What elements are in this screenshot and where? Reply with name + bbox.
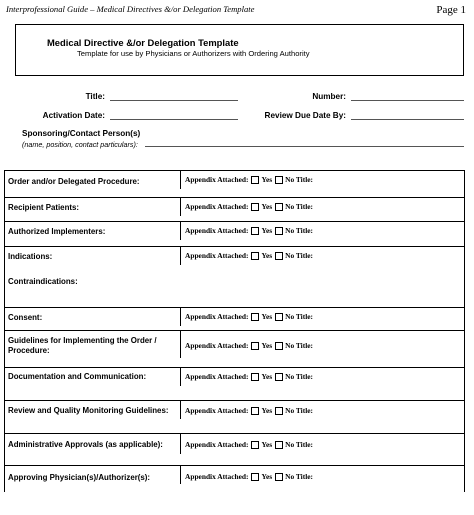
appendix-attached-group (185, 226, 313, 235)
title-field-line[interactable] (110, 100, 238, 101)
yes-checkbox[interactable] (251, 473, 259, 481)
yes-label: Yes (261, 251, 273, 260)
yes-checkbox[interactable] (251, 227, 259, 235)
no-checkbox[interactable] (275, 203, 283, 211)
row-divider (180, 331, 181, 358)
appendix-attached-label: Appendix Attached: (185, 251, 249, 260)
no-title-label: No Title: (285, 175, 313, 184)
row-divider (180, 466, 181, 484)
no-checkbox[interactable] (275, 313, 283, 321)
header-document-title: Interprofessional Guide – Medical Directives &/or Delegation Template (6, 4, 255, 14)
number-field-label: Number: (312, 92, 346, 101)
table-row (5, 246, 464, 307)
no-checkbox[interactable] (275, 373, 283, 381)
appendix-attached-label: Appendix Attached: (185, 372, 249, 381)
appendix-attached-group (185, 472, 313, 481)
appendix-attached-label: Appendix Attached: (185, 472, 249, 481)
appendix-attached-label: Appendix Attached: (185, 226, 249, 235)
row-divider (180, 434, 181, 454)
table-row (5, 330, 464, 367)
activation-date-line[interactable] (110, 119, 238, 120)
row-label-review-quality: Review and Quality Monitoring Guidelines: (8, 406, 169, 415)
appendix-attached-label: Appendix Attached: (185, 202, 249, 211)
no-title-label: No Title: (285, 372, 313, 381)
appendix-attached-group (185, 372, 313, 381)
yes-label: Yes (261, 372, 273, 381)
no-checkbox[interactable] (275, 473, 283, 481)
row-label-guidelines-implementing: Guidelines for Implementing the Order / Procedure: (8, 336, 157, 355)
yes-label: Yes (261, 440, 273, 449)
table-row (5, 433, 464, 465)
table-row (5, 171, 464, 197)
row-divider (180, 401, 181, 419)
sponsoring-contact-line[interactable] (145, 146, 464, 147)
appendix-attached-label: Appendix Attached: (185, 175, 249, 184)
row-divider (180, 368, 181, 386)
no-checkbox[interactable] (275, 407, 283, 415)
no-title-label: No Title: (285, 251, 313, 260)
row-label-indications: Indications: (8, 252, 53, 261)
yes-label: Yes (261, 226, 273, 235)
no-title-label: No Title: (285, 202, 313, 211)
no-checkbox[interactable] (275, 227, 283, 235)
yes-checkbox[interactable] (251, 313, 259, 321)
template-title: Medical Directive &/or Delegation Template (47, 37, 239, 48)
row-label-documentation-communication: Documentation and Communication: (8, 372, 147, 381)
yes-checkbox[interactable] (251, 176, 259, 184)
review-due-date-label: Review Due Date By: (264, 111, 346, 120)
review-due-date-line[interactable] (351, 119, 464, 120)
row-label-contraindications: Contraindications: (8, 277, 78, 286)
yes-label: Yes (261, 341, 273, 350)
sponsoring-contact-label: Sponsoring/Contact Person(s) (22, 129, 141, 138)
appendix-attached-group (185, 440, 313, 449)
appendix-attached-group (185, 341, 313, 350)
yes-checkbox[interactable] (251, 407, 259, 415)
yes-checkbox[interactable] (251, 252, 259, 260)
row-label-order-procedure: Order and/or Delegated Procedure: (8, 177, 140, 186)
number-field-line[interactable] (351, 100, 464, 101)
row-label-consent: Consent: (8, 313, 43, 322)
no-checkbox[interactable] (275, 342, 283, 350)
row-divider (180, 198, 181, 216)
row-divider (180, 247, 181, 265)
appendix-attached-group (185, 251, 313, 260)
row-label-administrative-approvals: Administrative Approvals (as applicable): (8, 440, 163, 449)
no-checkbox[interactable] (275, 176, 283, 184)
yes-checkbox[interactable] (251, 373, 259, 381)
activation-date-label: Activation Date: (42, 111, 105, 120)
template-subtitle: Template for use by Physicians or Authorizers with Ordering Authority (77, 49, 310, 58)
yes-label: Yes (261, 406, 273, 415)
row-divider (180, 308, 181, 326)
appendix-attached-label: Appendix Attached: (185, 312, 249, 321)
table-row (5, 400, 464, 433)
title-box (15, 24, 464, 76)
directive-table (4, 170, 465, 492)
row-label-authorized-implementers: Authorized Implementers: (8, 227, 106, 236)
yes-checkbox[interactable] (251, 441, 259, 449)
row-divider (180, 222, 181, 240)
appendix-attached-group (185, 202, 313, 211)
appendix-attached-group (185, 312, 313, 321)
yes-label: Yes (261, 175, 273, 184)
no-checkbox[interactable] (275, 252, 283, 260)
table-row (5, 307, 464, 330)
table-row (5, 221, 464, 246)
no-title-label: No Title: (285, 440, 313, 449)
no-title-label: No Title: (285, 312, 313, 321)
sponsoring-contact-sublabel: (name, position, contact particulars): (22, 140, 138, 149)
row-label-recipient-patients: Recipient Patients: (8, 203, 80, 212)
title-field-label: Title: (85, 92, 105, 101)
row-label-approving-physicians: Approving Physician(s)/Authorizer(s): (8, 473, 151, 482)
table-row (5, 465, 464, 493)
no-checkbox[interactable] (275, 441, 283, 449)
table-row (5, 197, 464, 221)
yes-label: Yes (261, 312, 273, 321)
appendix-attached-group (185, 406, 313, 415)
appendix-attached-label: Appendix Attached: (185, 406, 249, 415)
no-title-label: No Title: (285, 472, 313, 481)
yes-label: Yes (261, 202, 273, 211)
yes-checkbox[interactable] (251, 342, 259, 350)
yes-checkbox[interactable] (251, 203, 259, 211)
appendix-attached-group (185, 175, 313, 184)
table-row (5, 367, 464, 400)
row-divider (180, 171, 181, 189)
appendix-attached-label: Appendix Attached: (185, 440, 249, 449)
no-title-label: No Title: (285, 406, 313, 415)
appendix-attached-label: Appendix Attached: (185, 341, 249, 350)
yes-label: Yes (261, 472, 273, 481)
page-number: Page 1 (436, 4, 466, 16)
no-title-label: No Title: (285, 341, 313, 350)
no-title-label: No Title: (285, 226, 313, 235)
